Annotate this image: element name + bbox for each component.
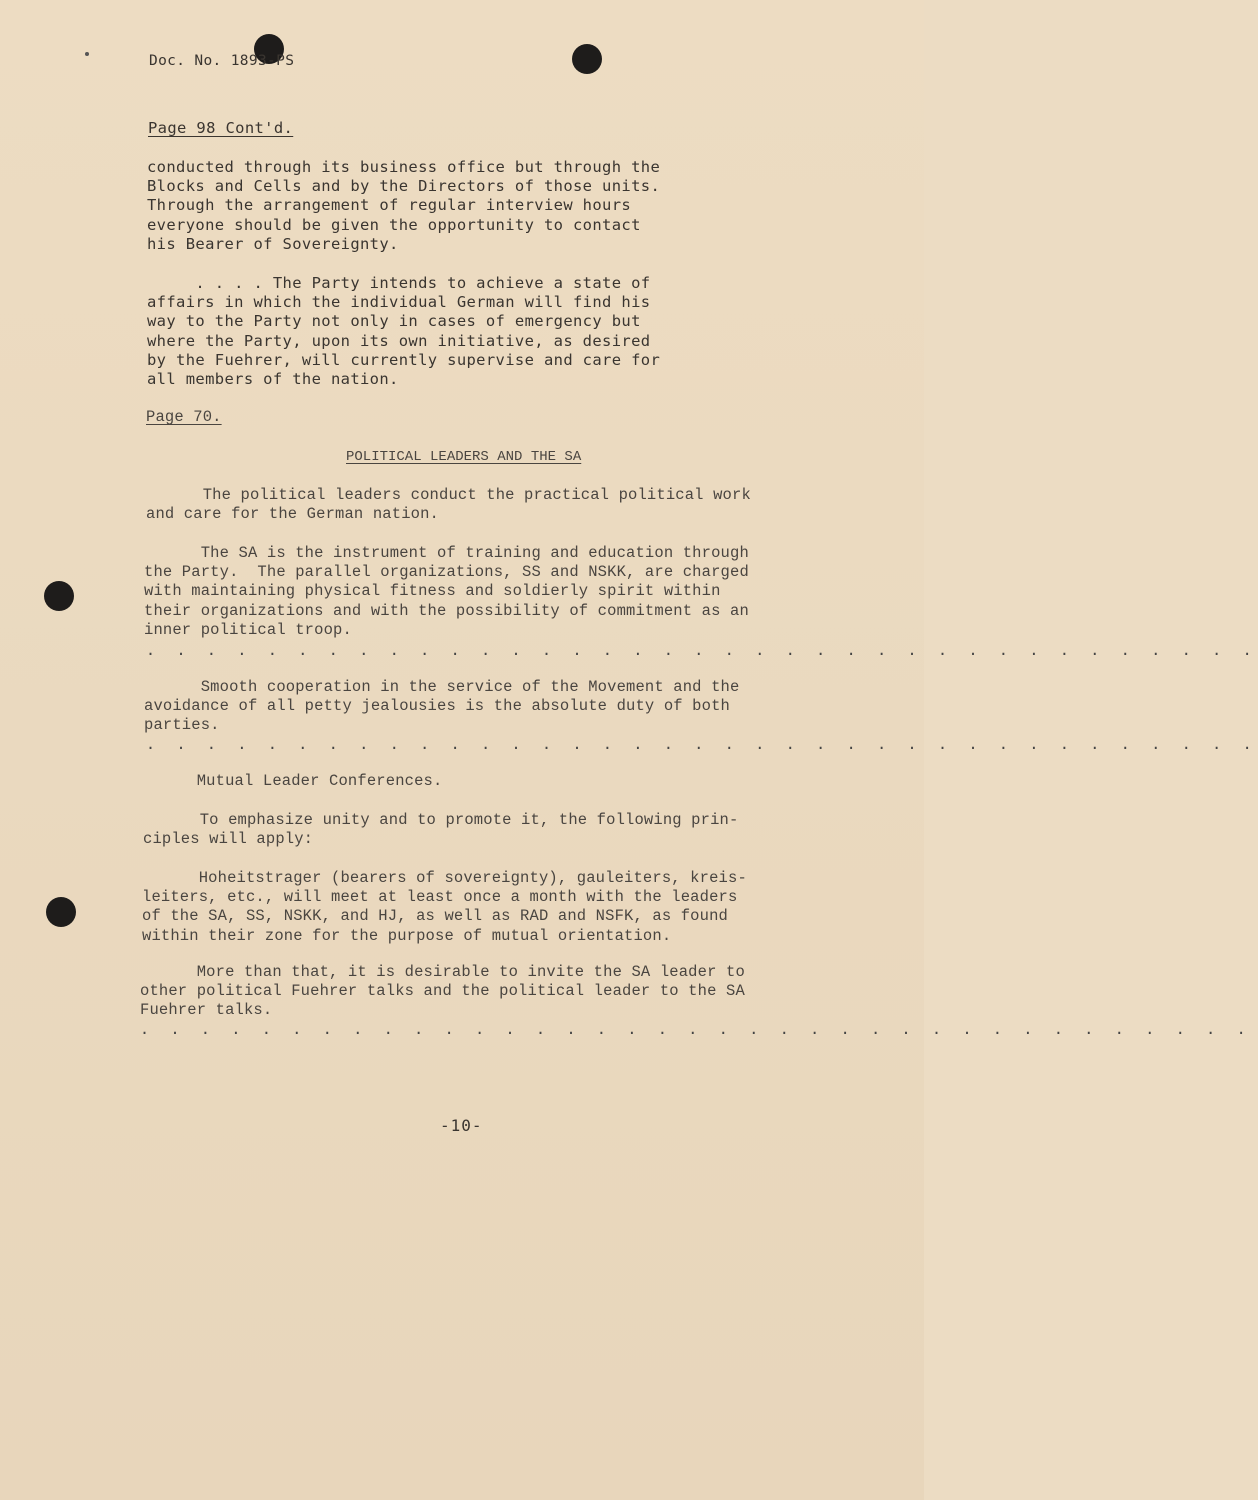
page-70-paragraph-5: Hoheitstrager (bearers of sovereignty), gauleiters, kreis- leiters, etc., will meet at least once a month with the leaders of the SA, SS, NSKK, and HJ, as well as RAD and NSFK, as found within their zone for the purpose of mutual orientation. bbox=[142, 869, 747, 945]
punch-hole-top-right bbox=[572, 44, 602, 74]
page-70-heading: Page 70. bbox=[146, 408, 222, 426]
page-98-paragraph-1: conducted through its business office but through the Blocks and Cells and by the Directors of those units. Through the arrangement of regular interview hours everyone should be given the opportunity to contact his Bearer of Sovereignty. bbox=[147, 158, 661, 253]
page-70-paragraph-1: The political leaders conduct the practical political work and care for the German nation. bbox=[146, 486, 751, 524]
separator-3: . . . . . . . . . . . . . . . . . . . . . . . . . . . . . . . . . . . . . bbox=[140, 1020, 1252, 1038]
page-70-title: POLITICAL LEADERS AND THE SA bbox=[346, 449, 582, 465]
page-98-paragraph-2: . . . . The Party intends to achieve a state of affairs in which the individual German will find his way to the Party not only in cases of emergency but where the Party, upon its own initiative, as desired by the Fuehrer, will currently supervise and care for all members of the nation. bbox=[147, 274, 661, 389]
speck bbox=[85, 52, 89, 56]
page-70-paragraph-4: To emphasize unity and to promote it, the following prin- ciples will apply: bbox=[143, 811, 739, 849]
separator-2: . . . . . . . . . . . . . . . . . . . . . . . . . . . . . . . . . . . . . bbox=[146, 735, 1258, 753]
page-70-paragraph-6: More than that, it is desirable to invite the SA leader to other political Fuehrer talks and the political leader to the SA Fuehrer talks. bbox=[140, 963, 745, 1020]
page-70-paragraph-2: The SA is the instrument of training and education through the Party. The parallel organizations, SS and NSKK, are charged with maintaining physical fitness and soldierly spirit within their organizations and with the possibility of commitment as an inner political troop. bbox=[144, 544, 749, 639]
page-98-heading: Page 98 Cont'd. bbox=[148, 119, 294, 137]
separator-1: . . . . . . . . . . . . . . . . . . . . . . . . . . . . . . . . . . . . . bbox=[146, 641, 1258, 659]
punch-hole-left-lower bbox=[46, 897, 76, 927]
page-number: -10- bbox=[440, 1116, 483, 1135]
mutual-leader-conferences-heading: Mutual Leader Conferences. bbox=[140, 772, 443, 790]
punch-hole-left-upper bbox=[44, 581, 74, 611]
page-70-paragraph-3: Smooth cooperation in the service of the Movement and the avoidance of all petty jealousies is the absolute duty of both parties. bbox=[144, 678, 740, 735]
doc-reference: Doc. No. 1893-PS bbox=[149, 53, 295, 69]
